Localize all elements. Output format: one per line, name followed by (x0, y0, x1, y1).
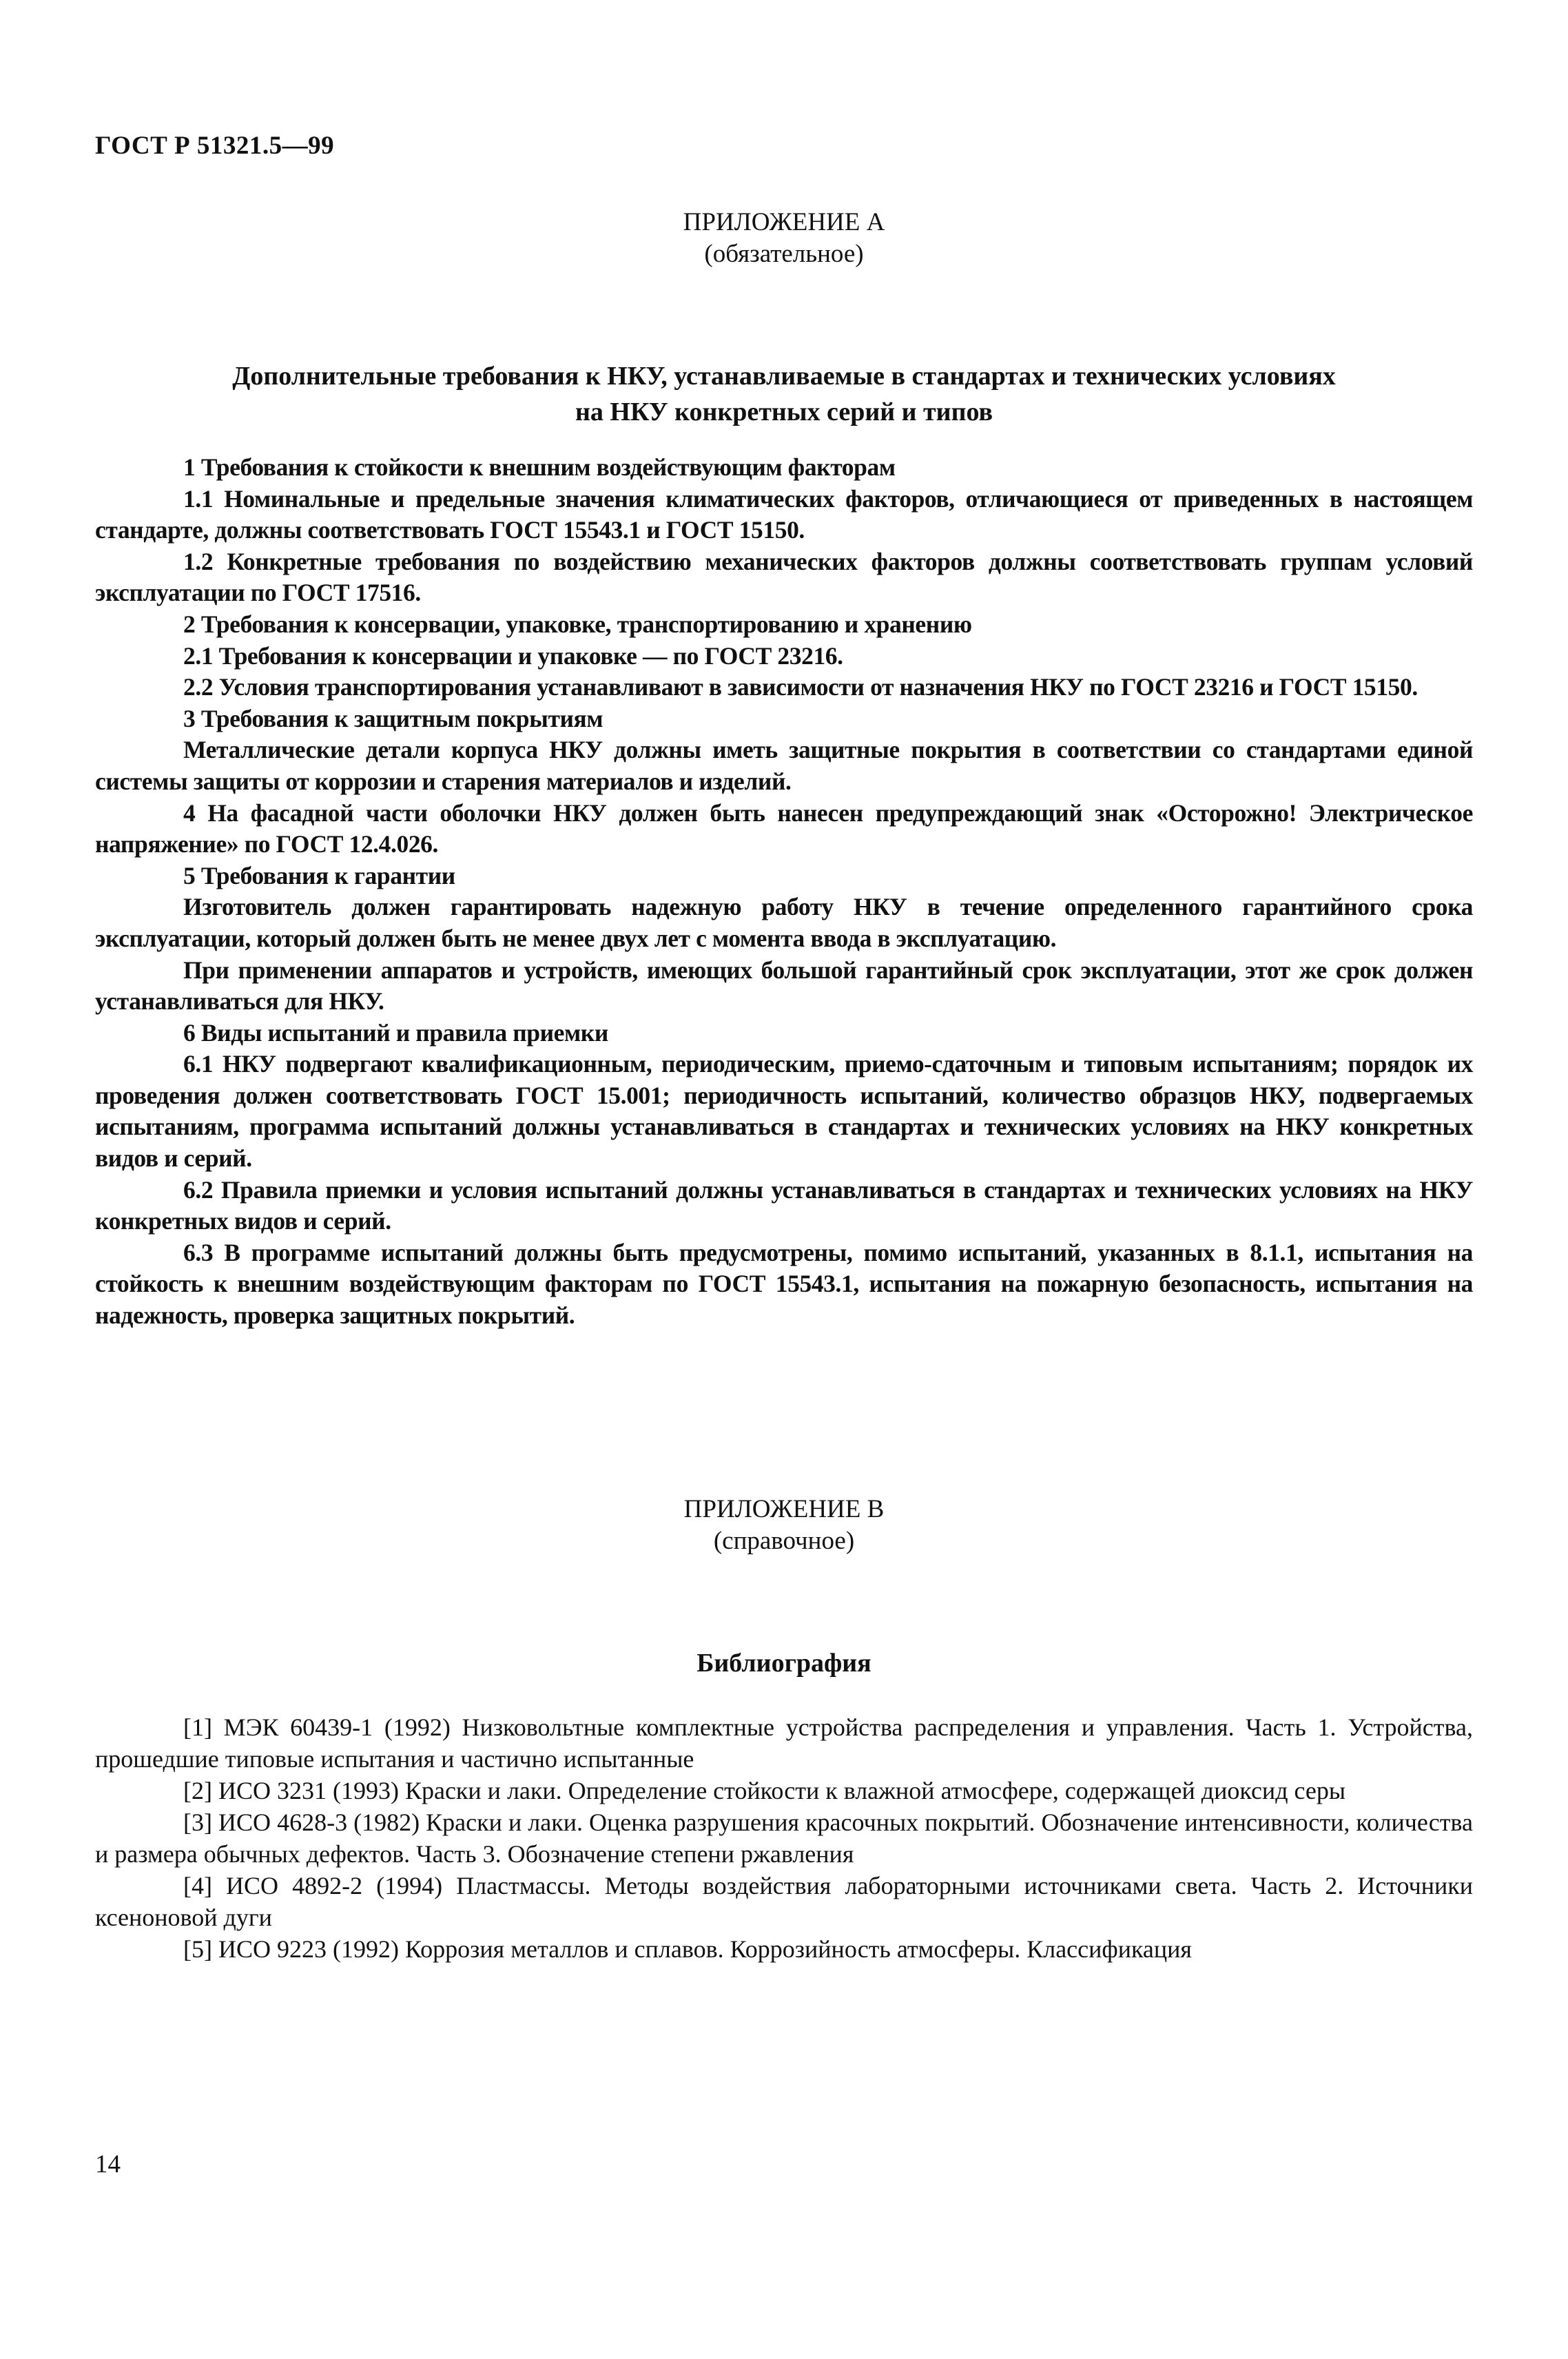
reference-item: [3] ИСО 4628-3 (1982) Краски и лаки. Оценка разрушения красочных покрытий. Обозначение интенсивности, количества и размера обычных дефектов. Часть 3. Обозначение степени ржавления (95, 1809, 1473, 1868)
paragraph-3-text: Металлические детали корпуса НКУ должны иметь защитные покрытия в соответствии со стандартами единой системы защиты от коррозии и старения материалов и изделий. (95, 736, 1473, 795)
paragraph-5-text-2: При применении аппаратов и устройств, имеющих большой гарантийный срок эксплуатации, этот же срок должен устанавливаться для НКУ. (95, 956, 1473, 1016)
annex-a-body (95, 452, 1473, 1332)
paragraph-5-text-1: Изготовитель должен гарантировать надежную работу НКУ в течение определенного гарантийного срока эксплуатации, который должен быть не менее двух лет с момента ввода в эксплуатацию. (95, 893, 1473, 952)
annex-a-title-block (0, 207, 1568, 270)
annex-a-heading-line-2: на НКУ конкретных серий и типов (575, 398, 993, 426)
annex-a-heading (95, 358, 1473, 430)
annex-b-status: (справочное) (713, 1527, 855, 1555)
annex-a-status: (обязательное) (704, 240, 864, 268)
paragraph-1: 1 Требования к стойкости к внешним воздействующим факторам (183, 453, 896, 481)
paragraph-2-2: 2.2 Условия транспортирования устанавливают в зависимости от назначения НКУ по ГОСТ 23216 и ГОСТ 15150. (183, 673, 1418, 701)
paragraph-6-2: 6.2 Правила приемки и условия испытаний должны устанавливаться в стандартах и технических условиях на НКУ конкретных видов и серий. (95, 1175, 1473, 1235)
reference-item: [1] МЭК 60439-1 (1992) Низковольтные комплектные устройства распределения и управления. Часть 1. Устройства, прошедшие типовые испытания и частично испытанные (95, 1713, 1473, 1773)
bibliography-heading: Библиография (697, 1649, 871, 1678)
paragraph-6-1: 6.1 НКУ подвергают квалификационным, периодическим, приемо-сдаточным и типовым испытаниям; порядок их проведения должен соответствовать ГОСТ 15.001; периодичность испытаний, количество образцов НКУ, подвергаемых испытаниям, программа испытаний должны устанавливаться в стандартах и технических условиях на НКУ конкретных видов и серий. (95, 1050, 1473, 1173)
paragraph-4: 4 На фасадной части оболочки НКУ должен быть нанесен предупреждающий знак «Осторожно! Электрическое напряжение» по ГОСТ 12.4.026. (95, 799, 1473, 858)
standard-code: ГОСТ Р 51321.5—99 (95, 132, 335, 160)
annex-b-title: ПРИЛОЖЕНИЕ В (683, 1495, 885, 1523)
reference-item: [4] ИСО 4892-2 (1994) Пластмассы. Методы воздействия лабораторными источниками света. Часть 2. Источники ксеноновой дуги (95, 1872, 1473, 1931)
page-number: 14 (95, 2150, 121, 2178)
reference-item: [2] ИСО 3231 (1993) Краски и лаки. Определение стойкости к влажной атмосфере, содержащей диоксид серы (183, 1777, 1346, 1804)
paragraph-1-1: 1.1 Номинальные и предельные значения климатических факторов, отличающиеся от приведенных в настоящем стандарте, должны соответствовать ГОСТ 15543.1 и ГОСТ 15150. (95, 484, 1473, 544)
reference-item: [5] ИСО 9223 (1992) Коррозия металлов и сплавов. Коррозийность атмосферы. Классификация (183, 1935, 1192, 1963)
paragraph-3: 3 Требования к защитным покрытиям (183, 704, 604, 732)
paragraph-5: 5 Требования к гарантии (183, 861, 455, 889)
paragraph-6-3: 6.3 В программе испытаний должны быть предусмотрены, помимо испытаний, указанных в 8.1.1, испытания на стойкость к внешним воздействующим факторам по ГОСТ 15543.1, испытания на пожарную безопасность, испытания на надежность, проверка защитных покрытий. (95, 1238, 1473, 1330)
paragraph-1-2: 1.2 Конкретные требования по воздействию механических факторов должны соответствовать группам условий эксплуатации по ГОСТ 17516. (95, 547, 1473, 607)
annex-a-heading-line-1: Дополнительные требования к НКУ, устанавливаемые в стандартах и технических условиях (232, 362, 1336, 391)
annex-a-title: ПРИЛОЖЕНИЕ А (683, 208, 885, 236)
paragraph-2: 2 Требования к консервации, упаковке, транспортированию и хранению (183, 610, 972, 638)
paragraph-2-1: 2.1 Требования к консервации и упаковке — по ГОСТ 23216. (183, 641, 843, 670)
paragraph-6: 6 Виды испытаний и правила приемки (183, 1018, 608, 1047)
annex-b-title-block (0, 1494, 1568, 1557)
bibliography-list (95, 1711, 1473, 1965)
